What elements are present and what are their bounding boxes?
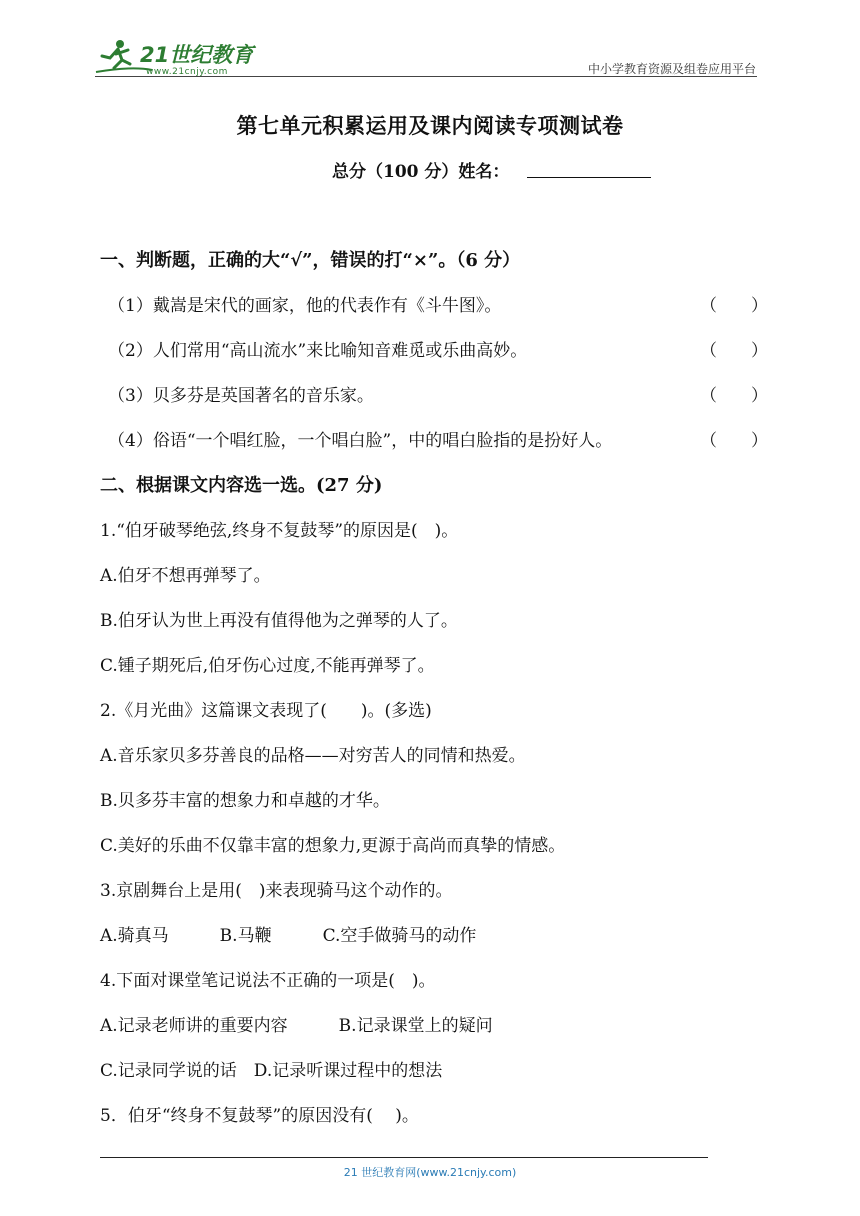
option-line: B.伯牙认为世上再没有值得他为之弹琴的人了。 [100,611,458,631]
answer-paren-4: （ ） [700,431,768,451]
answer-paren-1: （ ） [700,296,768,316]
judgment-item-3: （3）贝多芬是英国著名的音乐家。 [108,386,374,406]
question-4: 4.下面对课堂笔记说法不正确的一项是( )。 [100,971,436,991]
platform-name: 中小学教育资源及组卷应用平台 [587,62,756,76]
judgment-item-2: （2）人们常用“高山流水”来比喻知音难觅或乐曲高妙。 [108,341,528,361]
footer-link[interactable]: 21 世纪教育网(www.21cnjy.com) [343,1166,517,1179]
option-line: A.骑真马 B.马鞭 C.空手做骑马的动作 [100,926,477,946]
logo-text: 21世纪教育 [140,43,254,67]
name-blank-line [527,177,651,178]
option-line: A.伯牙不想再弹琴了。 [100,566,271,586]
judgment-item-1: （1）戴嵩是宋代的画家，他的代表作有《斗牛图》。 [108,296,502,316]
section1-heading: 一、判断题，正确的大“√”，错误的打“×”。（6 分） [100,250,521,271]
page-title: 第七单元积累运用及课内阅读专项测试卷 [236,113,624,138]
judgment-item-4: （4）俗语“一个唱红脸，一个唱白脸”，中的唱白脸指的是扮好人。 [108,431,613,451]
header-divider [95,76,757,77]
option-line: A.记录老师讲的重要内容 B.记录课堂上的疑问 [100,1016,493,1036]
question-1: 1.“伯牙破琴绝弦,终身不复鼓琴”的原因是( )。 [100,521,459,541]
option-line: C.记录同学说的话 D.记录听课过程中的想法 [100,1061,443,1081]
logo-url: www.21cnjy.com [146,67,228,77]
answer-paren-2: （ ） [700,341,768,361]
site-logo [92,36,262,78]
option-line: C.锺子期死后,伯牙伤心过度,不能再弹琴了。 [100,656,435,676]
footer-divider [100,1157,708,1158]
answer-paren-3: （ ） [700,386,768,406]
option-line: C.美好的乐曲不仅靠丰富的想象力,更源于高尚而真挚的情感。 [100,836,566,856]
question-2: 2.《月光曲》这篇课文表现了( )。(多选) [100,701,432,721]
option-line: B.贝多芬丰富的想象力和卓越的才华。 [100,791,390,811]
score-name-label: 总分（100 分）姓名： [332,162,510,182]
question-3: 3.京剧舞台上是用( )来表现骑马这个动作的。 [100,881,453,901]
section2-heading: 二、根据课文内容选一选。(27 分) [100,475,383,496]
option-line: A.音乐家贝多芬善良的品格——对穷苦人的同情和热爱。 [100,746,526,766]
question-5: 5．伯牙“终身不复鼓琴”的原因没有( )。 [100,1106,419,1126]
